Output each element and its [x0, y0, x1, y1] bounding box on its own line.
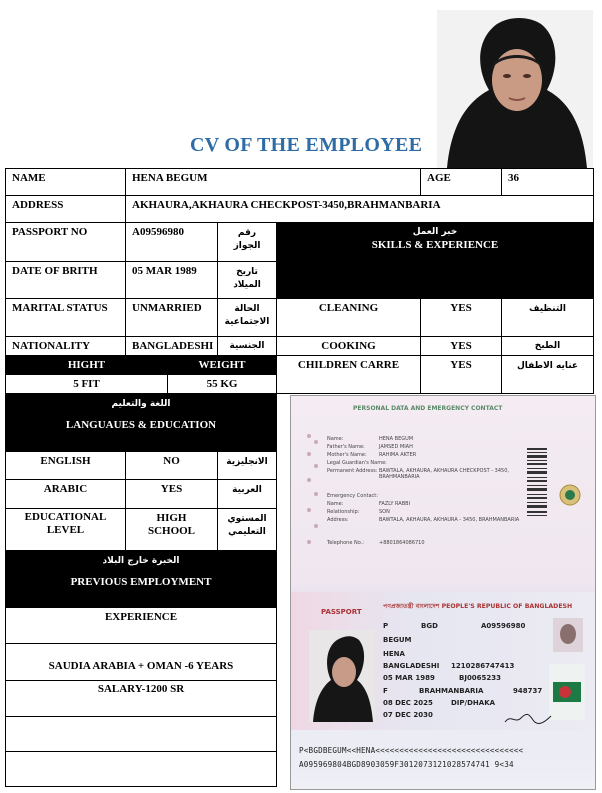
passport-value: +8801864086710 — [379, 540, 425, 546]
lang-english-label: ENGLISH — [5, 451, 126, 480]
education-label: EDUCATIONAL LEVEL — [5, 508, 126, 551]
nationality-value: BANGLADESHI — [125, 336, 218, 356]
blank-row — [5, 751, 277, 787]
experience-label: EXPERIENCE — [5, 607, 277, 644]
passport-value: SON — [379, 509, 390, 515]
mrz-line-2: A095969804BGD8903059F3012073121028574741 9<34 — [299, 760, 514, 769]
passport-given: HENA — [383, 650, 405, 658]
employment-header-text: PREVIOUS EMPLOYMENT — [70, 576, 212, 588]
passport-label: Name: — [327, 501, 344, 507]
marital-label: MARITAL STATUS — [5, 298, 126, 337]
lang-english-arabic: الانجليزية — [217, 451, 277, 480]
height-value: 5 FIT — [5, 374, 168, 394]
passport-word: PASSPORT — [321, 608, 362, 616]
weight-label: WEIGHT — [167, 355, 277, 375]
address-label: ADDRESS — [5, 195, 126, 223]
ghost-photo — [553, 618, 583, 652]
skills-header — [276, 222, 594, 299]
skills-header-arabic: خبر العمل — [412, 227, 458, 237]
passport-value: A09596980 — [125, 222, 218, 262]
passport-pattern-icon — [305, 432, 321, 552]
passport-contact-title: PERSONAL DATA AND EMERGENCY CONTACT — [353, 405, 503, 412]
passport-label: Relationship: — [327, 509, 360, 515]
passport-personal-no: 1210286747413 — [451, 662, 515, 670]
passport-birthplace: BRAHMANBARIA — [419, 687, 484, 695]
languages-header-text: LANGUAUES & EDUCATION — [65, 419, 217, 431]
passport-sex: F — [383, 687, 388, 695]
age-label: AGE — [420, 168, 502, 196]
employee-photo — [437, 10, 593, 168]
address-value: AKHAURA,AKHAURA CHECKPOST-3450,BRAHMANBARIA — [125, 195, 594, 223]
passport-label: PASSPORT NO — [5, 222, 126, 262]
passport-value: BAWTALA, AKHAURA, AKHAURA - 3450, BRAHMANBARIA — [379, 517, 520, 523]
passport-label: Name: — [327, 436, 344, 442]
skills-header-text: SKILLS & EXPERIENCE — [371, 239, 499, 251]
passport-label: Permanent Address: — [327, 468, 378, 474]
passport-arabic: رقم الجواز — [217, 222, 277, 262]
passport-republic: পণপ্রজাতন্ত্রী বাংলাদেশ PEOPLE'S REPUBLIC OF BANGLADESH — [383, 603, 573, 610]
skill-cleaning-arabic: التنظيف — [501, 298, 594, 337]
education-value: HIGH SCHOOL — [125, 508, 218, 551]
employment-header — [5, 550, 277, 608]
skill-cleaning-value: YES — [420, 298, 502, 337]
skill-cleaning-label: CLEANING — [276, 298, 421, 337]
passport-issue: 08 DEC 2025 — [383, 699, 433, 707]
dob-value: 05 MAR 1989 — [125, 261, 218, 299]
employment-header-arabic: الخبرة خارج البلاد — [102, 556, 180, 566]
marital-arabic: الحالة الاجتماعية — [217, 298, 277, 337]
passport-label: Telephone No.: — [327, 540, 364, 546]
nationality-label: NATIONALITY — [5, 336, 126, 356]
lang-arabic-value: YES — [125, 479, 218, 509]
passport-label: Legal Guardian's Name: — [327, 460, 387, 466]
passport-surname: BEGUM — [383, 636, 412, 644]
passport-value: BAWTALA, AKHAURA, AKHAURA CHECKPOST - 3450, BRAHMANBARIA — [379, 468, 509, 480]
mrz-line-1: P<BGDBEGUM<<HENA<<<<<<<<<<<<<<<<<<<<<<<<<<<<<<< — [299, 746, 524, 755]
passport-expiry: 07 DEC 2030 — [383, 711, 433, 719]
education-arabic: المستوي التعليمي — [217, 508, 277, 551]
signature-icon — [503, 712, 553, 726]
barcode-icon — [527, 448, 547, 518]
passport-number: A09596980 — [481, 622, 526, 630]
passport-label: Father's Name: — [327, 444, 365, 450]
passport-prev-no: BJ0065233 — [459, 674, 502, 682]
passport-photo — [309, 630, 375, 722]
page-title: CV OF THE EMPLOYEE — [190, 134, 423, 156]
dob-arabic: تاريخ الميلاد — [217, 261, 277, 299]
weight-value: 55 KG — [167, 374, 277, 394]
skill-childcare-arabic: عنايه الاطفال — [501, 355, 594, 394]
name-value: HENA BEGUM — [125, 168, 421, 196]
languages-header-arabic: اللغة والتعليم — [111, 399, 171, 409]
passport-value: RAHIMA AKTER — [379, 452, 417, 458]
skill-cooking-arabic: الطبخ — [501, 336, 594, 356]
flag-icon — [549, 664, 585, 720]
age-value: 36 — [501, 168, 594, 196]
passport-dob: 05 MAR 1989 — [383, 674, 435, 682]
passport-value: HENA BEGUM — [379, 436, 414, 442]
lang-arabic-arabic: العربية — [217, 479, 277, 509]
marital-value: UNMARRIED — [125, 298, 218, 337]
passport-authority: DIP/DHAKA — [451, 699, 496, 707]
passport-value: JAMSED MIAH — [379, 444, 413, 450]
skill-cooking-value: YES — [420, 336, 502, 356]
passport-value: FAZLY RABBI — [379, 501, 411, 507]
languages-header — [5, 393, 277, 452]
passport-label: Mother's Name: — [327, 452, 367, 458]
name-label: NAME — [5, 168, 126, 196]
passport-label: Address: — [327, 517, 349, 523]
passport-label: Emergency Contact: — [327, 493, 378, 499]
passport-nationality: BANGLADESHI — [383, 662, 440, 670]
blank-row — [5, 716, 277, 752]
passport-type: P — [383, 622, 389, 630]
passport-code: BGD — [421, 622, 438, 630]
nationality-arabic: الجنسية — [217, 336, 277, 356]
lang-english-value: NO — [125, 451, 218, 480]
passport-scan — [290, 395, 596, 790]
skill-childcare-label: CHILDREN CARRE — [276, 355, 421, 394]
experience-countries: SAUDIA ARABIA + OMAN -6 YEARS — [5, 643, 277, 681]
dob-label: DATE OF BRITH — [5, 261, 126, 299]
skill-cooking-label: COOKING — [276, 336, 421, 356]
height-label: HIGHT — [5, 355, 168, 375]
emblem-icon — [559, 484, 581, 506]
passport-page-no: 948737 — [513, 687, 543, 695]
lang-arabic-label: ARABIC — [5, 479, 126, 509]
experience-salary: SALARY-1200 SR — [5, 680, 277, 717]
skill-childcare-value: YES — [420, 355, 502, 394]
